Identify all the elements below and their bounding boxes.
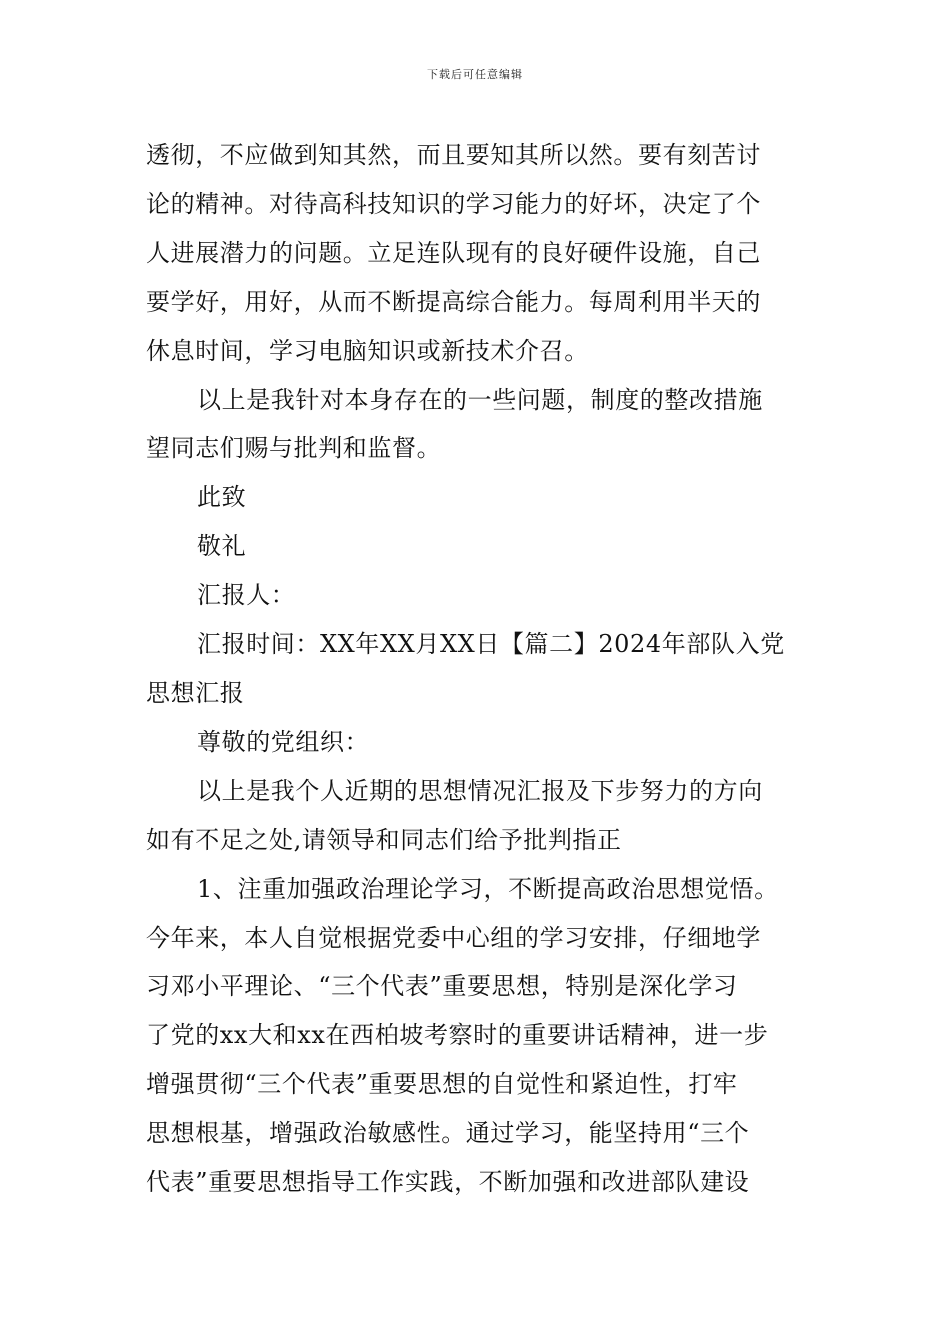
text-line: 今年来，本人自觉根据党委中心组的学习安排，仔细地学 — [146, 923, 761, 952]
text-line: 休息时间，学习电脑知识或新技术介召。 — [146, 336, 589, 365]
text-line: 论的精神。对待高科技知识的学习能力的好坏，决定了个 — [146, 189, 761, 218]
text-line: 思想汇报 — [146, 678, 245, 707]
text-line: 1、注重加强政治理论学习，不断提高政治思想觉悟。 — [197, 874, 779, 903]
text-line: 人进展潜力的问题。立足连队现有的良好硬件设施，自己 — [146, 238, 761, 267]
document-body — [146, 131, 808, 1207]
text-line: 以上是我针对本身存在的一些问题，制度的整改措施 — [197, 385, 763, 414]
text-line: 汇报人： — [197, 581, 296, 610]
text-line: 透彻，不应做到知其然，而且要知其所以然。要有刻苦讨 — [146, 141, 761, 169]
text-line: 习邓小平理论、“三个代表”重要思想，特别是深化学习 — [146, 972, 738, 1001]
text-line: 望同志们赐与批判和监督。 — [146, 434, 442, 463]
text-line: 汇报时间：XX年XX月XX日【篇二】2024年部队入党 — [197, 630, 785, 659]
text-line: 如有不足之处,请领导和同志们给予批判指正 — [146, 825, 622, 854]
page-header-note: 下载后可任意编辑 — [427, 68, 523, 81]
text-line: 了党的xx大和xx在西柏坡考察时的重要讲话精神，进一步 — [146, 1021, 769, 1050]
text-line: 敬礼 — [197, 532, 247, 561]
text-line: 思想根基，增强政治敏感性。通过学习，能坚持用“三个 — [146, 1119, 750, 1148]
text-line: 此致 — [197, 483, 247, 512]
text-line: 增强贯彻“三个代表”重要思想的自觉性和紧迫性，打牢 — [146, 1070, 738, 1099]
text-line: 要学好，用好，从而不断提高综合能力。每周利用半天的 — [146, 287, 761, 316]
text-line: 尊敬的党组织： — [197, 727, 370, 756]
text-line: 以上是我个人近期的思想情况汇报及下步努力的方向 — [197, 776, 763, 805]
text-line: 代表”重要思想指导工作实践，不断加强和改进部队建设 — [146, 1168, 750, 1197]
